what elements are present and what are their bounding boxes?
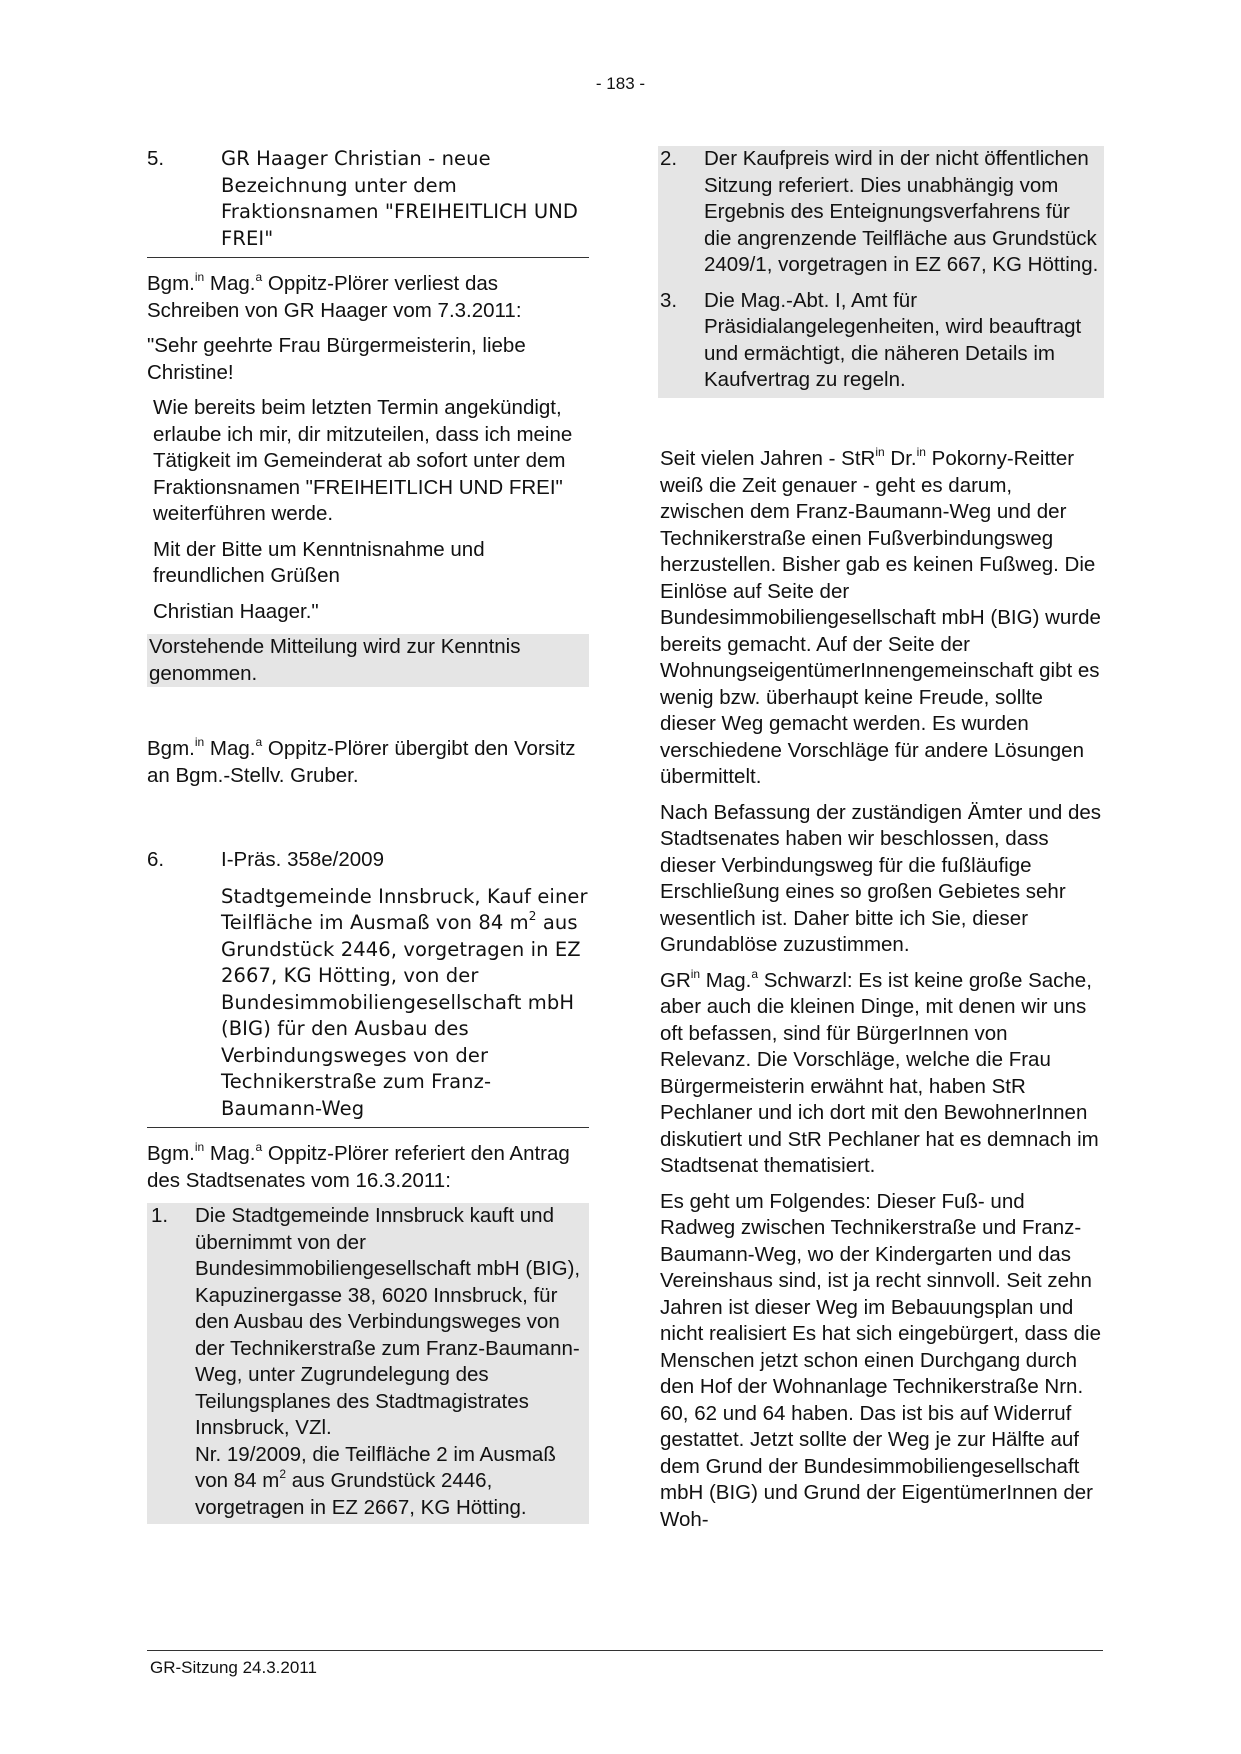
item-5-intro: Bgm.$^{in}$ Mag.$^a$ Oppitz-Plörer verliest das Schreiben von GR Haager vom 7.3.2011:	[147, 270, 522, 322]
paragraph-2: Nach Befassung der zuständigen Ämter und des Stadtsenates haben wir beschlossen, dass dieser Verbindungsweg für die fußläufige Erschließung eines so großen Gebietes sehr wesentlich ist. Daher bitte ich Sie, dieser Grundablöse zuzustimmen.	[660, 800, 1102, 956]
paragraph-1: Seit vielen Jahren - StR$^{in}$ Dr.$^{in}$ Pokorny-Reitter weiß die Zeit genauer - geht es darum, zwischen dem Franz-Baumann-Weg und der Technikerstraße einen Fußverbindungsweg herzustellen. Bisher gab es keinen Fußweg. Die Einlöse auf Seite der Bundesimmobiliengesellschaft mbH (BIG) wurde bereits gemacht. Auf der Seite der WohnungseigentümerInnengemeinschaft gibt es wenig bzw. überhaupt keine Freude, sollte dieser Weg gemacht werden. Es wurden verschiedene Vorschläge für andere Lösungen übermittelt.	[660, 445, 1101, 788]
item-6-intro: Bgm.$^{in}$ Mag.$^a$ Oppitz-Plörer referiert den Antrag des Stadtsenates vom 16.3.2011:	[147, 1140, 570, 1192]
item-5-heading	[147, 146, 589, 258]
motion-2	[658, 146, 1104, 279]
motion-1-text: Die Stadtgemeinde Innsbruck kauft und übernimmt von der Bundesimmobiliengesellschaft mbH (BIG), Kapuzinergasse 38, 6020 Innsbruck, für den Ausbau des Verbindungsweges von der Technikerstraße zum Franz-Baumann-Weg, unter Zugrundelegung des Teilungsplanes des Stadtmagistrates Innsbruck, VZl. Nr. 19/2009, die Teilfläche 2 im Ausmaß von 84 $m^2$ aus Grundstück 2446, vorgetragen in EZ 2667, KG Hötting.	[195, 1204, 581, 1519]
item-6-heading	[147, 884, 589, 1129]
letter-body: Wie bereits beim letzten Termin angekündigt, erlaube ich mir, dir mitzuteilen, dass ich meine Tätigkeit im Gemeinderat ab sofort unter dem Fraktionsnamen "FREIHEITLICH UND FREI" weiterführen werde.	[153, 396, 573, 525]
item-5-title: GR Haager Christian - neue Bezeichnung unter dem Fraktionsnamen "FREIHEITLICH UND FREI"	[221, 147, 579, 250]
chair-handover: Bgm.$^{in}$ Mag.$^a$ Oppitz-Plörer übergibt den Vorsitz an Bgm.-Stellv. Gruber.	[147, 735, 576, 787]
paragraph-3: $GR^{in}$ Mag.$^a$ Schwarzl: Es ist keine große Sache, aber auch die kleinen Dinge, mit denen wir uns oft befassen, sind für BürgerInnen von Relevanz. Die Vorschläge, welche die Frau Bürgermeisterin erwähnt hat, haben StR Pechlaner und ich dort mit den BewohnerInnen diskutiert und StR Pechlaner hat es demnach im Stadtsenat thematisiert.	[660, 966, 1099, 1177]
page-number: - 183 -	[595, 74, 646, 93]
motion-3	[658, 288, 1104, 394]
motion-3-number: 3.	[660, 288, 678, 312]
right-column-text	[660, 446, 1102, 1533]
motion-2-text: Der Kaufpreis wird in der nicht öffentlichen Sitzung referiert. Dies unabhängig vom Ergebnis des Enteignungsverfahrens für die angrenzende Teilfläche aus Grundstück 2409/1, vorgetragen in EZ 667, KG Hötting.	[704, 147, 1099, 276]
item-6-reference: I-Präs. 358e/2009	[221, 848, 384, 871]
left-column	[147, 146, 589, 1524]
right-column-motions	[658, 146, 1104, 398]
letter-salutation: "Sehr geehrte Frau Bürgermeisterin, liebe Christine!	[147, 334, 526, 384]
item-5-number: 5.	[147, 147, 165, 170]
motion-2-number: 2.	[660, 147, 678, 170]
item-6-reference-row	[147, 847, 589, 874]
item-6-title: Stadtgemeinde Innsbruck, Kauf einer Teilfläche im Ausmaß von 84 $m^2$ aus Grundstück 2446, vorgetragen in EZ 2667, KG Hötting, von der Bundesimmobiliengesellschaft mbH (BIG) für den Ausbau des Verbindungsweges von der Technikerstraße zum Franz-Baumann-Weg	[221, 884, 588, 1120]
motion-1	[147, 1203, 589, 1524]
footer-session: GR-Sitzung 24.3.2011	[150, 1658, 317, 1677]
motion-3-text: Die Mag.-Abt. I, Amt für Präsidialangelegenheiten, wird beauftragt und ermächtigt, die näheren Details im Kaufvertrag zu regeln.	[704, 288, 1082, 391]
footer-divider	[147, 1650, 1103, 1651]
motion-1-number: 1.	[151, 1204, 169, 1227]
letter-signature: Christian Haager."	[153, 599, 319, 623]
item-5-decision: Vorstehende Mitteilung wird zur Kenntnis genommen.	[147, 634, 589, 687]
motions-block	[658, 146, 1104, 398]
letter-closing: Mit der Bitte um Kenntnisnahme und freundlichen Grüßen	[153, 537, 485, 587]
item-6-number: 6.	[147, 848, 165, 871]
paragraph-4: Es geht um Folgendes: Dieser Fuß- und Radweg zwischen Technikerstraße und Franz-Baumann-Weg, wo der Kindergarten und das Vereinshaus sind, ist ja recht sinnvoll. Seit zehn Jahren ist dieser Weg im Bebauungsplan und nicht realisiert Es hat sich eingebürgert, dass die Menschen jetzt schon einen Durchgang durch den Hof der Wohnanlage Technikerstraße Nrn. 60, 62 und 64 haben. Das ist bis auf Widerruf gestattet. Jetzt sollte der Weg je zur Hälfte auf dem Grund der Bundesimmobiliengesellschaft mbH (BIG) und Grund der EigentümerInnen der Woh-	[660, 1189, 1101, 1531]
